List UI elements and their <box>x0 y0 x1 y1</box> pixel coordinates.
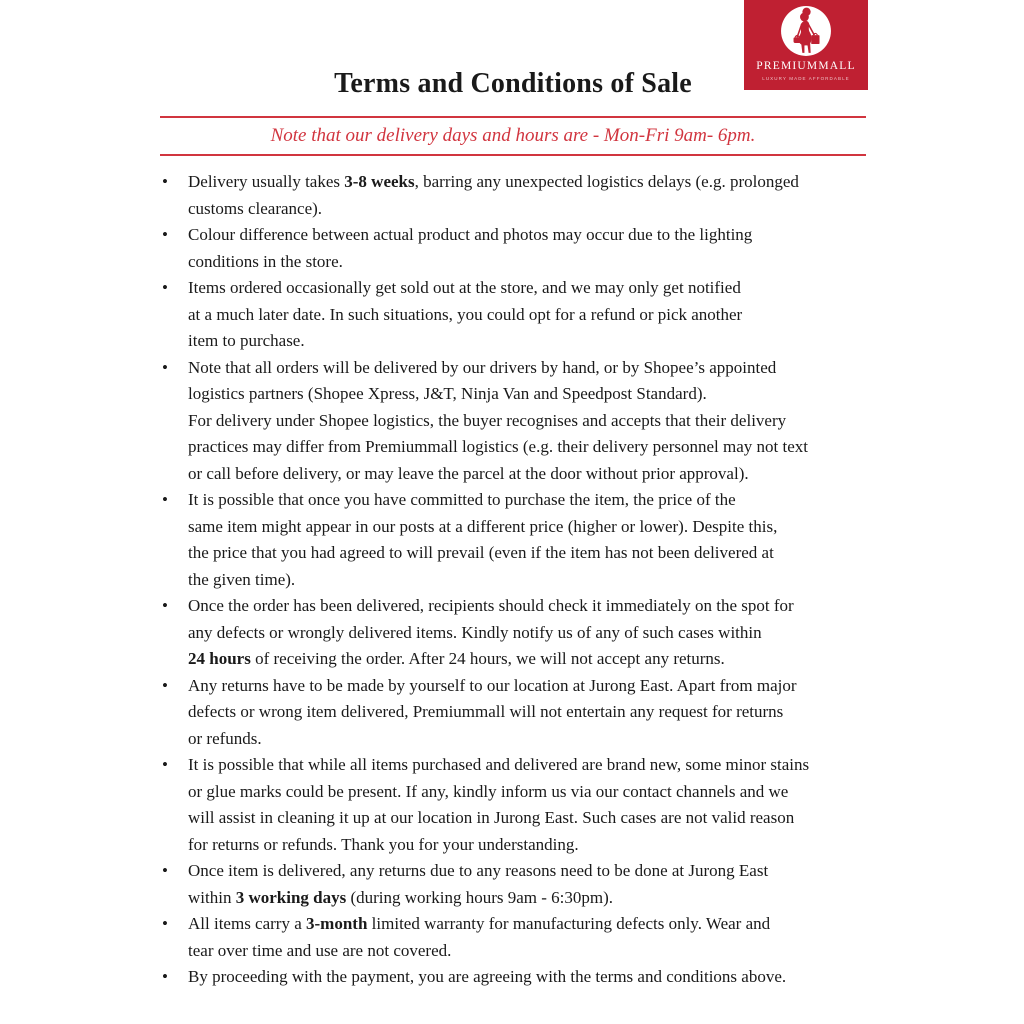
list-item-text: It is possible that while all items purchased and delivered are brand new, some minor stains or glue marks could be present. If any, kindly inform us via our contact channels and we will assist in cleaning it up at our location in Jurong East. Such cases are not valid reason for returns or refunds. Thank you for your understanding. <box>188 755 810 854</box>
bullet-icon: • <box>162 675 168 695</box>
bullet-icon: • <box>162 490 168 509</box>
page-title: Terms and Conditions of Sale <box>334 68 692 99</box>
divider-bottom <box>160 154 866 156</box>
terms-list <box>160 169 866 991</box>
bullet-icon: • <box>162 278 168 297</box>
divider-top <box>160 116 866 118</box>
brand-tagline: LUXURY MADE AFFORDABLE <box>762 76 850 81</box>
bullet-icon: • <box>162 967 168 986</box>
list-item-text: Colour difference between actual product and photos may occur due to the lighting conditions in the store. <box>188 225 753 271</box>
list-item <box>160 275 866 355</box>
list-item <box>160 673 866 753</box>
bullet-icon: • <box>162 357 168 377</box>
list-item <box>160 858 866 911</box>
list-item-text: Delivery usually takes 3-8 weeks, barring any unexpected logistics delays (e.g. prolonged customs clearance). <box>188 172 799 218</box>
delivery-note: Note that our delivery days and hours are - Mon-Fri 9am- 6pm. <box>270 125 756 146</box>
bullet-icon: • <box>162 861 168 880</box>
list-item <box>160 911 866 964</box>
brand-name: PREMIUMMALL <box>756 60 856 72</box>
list-item <box>160 487 866 593</box>
bullet-icon: • <box>162 596 168 615</box>
list-item-text: By proceeding with the payment, you are agreeing with the terms and conditions above. <box>188 967 787 986</box>
list-item-text: Items ordered occasionally get sold out at the store, and we may only get notified at a much later date. In such situations, you could opt for a refund or pick another item to purchase. <box>188 278 743 350</box>
list-item <box>160 355 866 488</box>
list-item-text: Any returns have to be made by yourself to our location at Jurong East. Apart from major defects or wrong item delivered, Premiummall will not entertain any request for returns or refunds. <box>188 675 797 748</box>
list-item <box>160 964 866 991</box>
list-item-text: It is possible that once you have committed to purchase the item, the price of the same item might appear in our posts at a different price (higher or lower). Despite this, the price that you had agreed to will prevail (even if the item has not been delivered at the given time). <box>188 490 778 589</box>
list-item <box>160 169 866 222</box>
list-item <box>160 752 866 858</box>
bullet-icon: • <box>162 225 168 244</box>
bullet-icon: • <box>162 172 168 191</box>
list-item-text: Note that all orders will be delivered by our drivers by hand, or by Shopee’s appointed logistics partners (Shopee Xpress, J&T, Ninja Van and Speedpost Standard). For delivery under Shopee logistics, the buyer recognises and accepts that their delivery practices may differ from Premiummall logistics (e.g. their delivery personnel may not text or call before delivery, or may leave the parcel at the door without prior approval). <box>188 357 809 483</box>
list-item <box>160 593 866 673</box>
bullet-icon: • <box>162 755 168 774</box>
list-item <box>160 222 866 275</box>
list-item-text: All items carry a 3-month limited warranty for manufacturing defects only. Wear and tear over time and use are not covered. <box>188 914 771 960</box>
list-item-text: Once item is delivered, any returns due to any reasons need to be done at Jurong East within 3 working days (during working hours 9am - 6:30pm). <box>188 861 769 907</box>
list-item-text: Once the order has been delivered, recipients should check it immediately on the spot for any defects or wrongly delivered items. Kindly notify us of any of such cases within 24 hours of receiving the order. After 24 hours, we will not accept any returns. <box>188 596 794 668</box>
bullet-icon: • <box>162 914 168 933</box>
